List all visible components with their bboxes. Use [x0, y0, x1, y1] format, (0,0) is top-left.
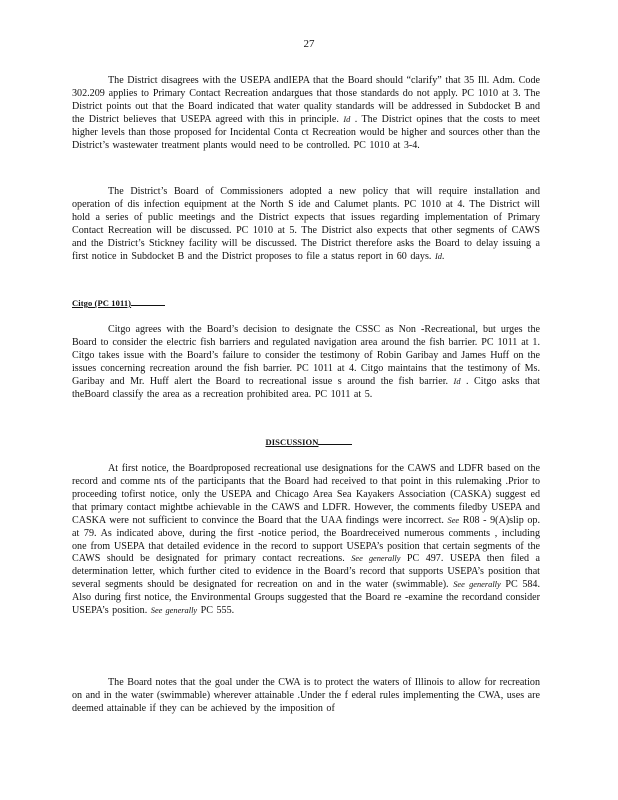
- citation-id: Id: [453, 376, 461, 386]
- heading-underline: [318, 435, 352, 445]
- heading-underline: [131, 296, 165, 306]
- paragraph-first-notice: [72, 463, 540, 618]
- citation-see-generally: See generally: [453, 580, 501, 590]
- heading-discussion: [0, 435, 618, 447]
- paragraph-text: R08 - 9(A)slip op. at 79. As indicated above, during the first -notice period, the Boardreceived numerous comments , including one from USEPA that detailed evidence in the record to support USEPA’s position that certain segments of the CAWS should be designated for primary contact recreations.: [72, 514, 540, 565]
- paragraph-text: The District disagrees with the USEPA andIEPA that the Board should “clarify” that 35 Ill. Adm. Code 302.209 applies to Primary Contact Recreation andargues that those standards do not apply. PC 1010 at 3. The District points out that the Board indicated that water quality standards will be addressed in Subdocket B and the District believes that USEPA agreed with this in principle.: [72, 75, 540, 125]
- paragraph-text: Citgo agrees with the Board’s decision to designate the CSSC as Non -Recreational, but urges the Board to consider the electric fish barriers and regulated navigation area around the fish barrier. PC 1011 at 1. Citgo takes issue with the Board’s failure to consider the testimony of Robin Garibay and James Huff on the issues concerning recreation around the fish barrier. PC 1011 at 4. Citgo maintains that the testimony of Ms. Garibay and Mr. Huff alert the Board to recreational issue s around the fish barrier.: [72, 324, 540, 387]
- paragraph-text: . The District opines that the costs to meet higher levels than those proposed for Incidental Conta ct Recreation would be higher and sources other than the District’s wastewater treatment plants would need to be controlled. PC 1010 at 3-4.: [72, 113, 540, 151]
- paragraph-text: The Board notes that the goal under the CWA is to protect the waters of Illinois to allow for recreation on and in the water (swimmable) wherever attainable .Under the f ederal rules implementing the CWA, uses are deemed attainable if they can be achieved by the imposition of: [72, 677, 540, 714]
- paragraph-board-notes: [72, 677, 540, 716]
- paragraph-text: The District’s Board of Commissioners adopted a new policy that will require installation and operation of dis infection equipment at the North S ide and Calumet plants. PC 1010 at 4. The District will hold a series of public meetings and the District expects that issues regarding implementation of Primary Contact Recreation will be discussed. PC 1010 at 5. The District also expects that other segments of CAWS and the District’s Stickney facility will be discussed. The District therefore asks the Board to delay issuing a first notice in Subdocket B and the District proposes to file a status report in 60 days.: [72, 186, 540, 262]
- paragraph-text: PC 497. USEPA then filed a determination letter, which further cited to evidence in the Board’s record that supports USEPA’s position that several segments should be designated for recreation on and in the water (swimmable).: [72, 553, 540, 591]
- heading-discussion-text: DISCUSSION: [265, 437, 319, 447]
- citation-see-generally: See generally: [150, 606, 198, 616]
- paragraph-text: .: [441, 250, 445, 262]
- paragraph-district-disagrees: [72, 75, 540, 152]
- heading-citgo: [72, 296, 165, 308]
- paragraph-board-of-commissioners: [72, 186, 540, 263]
- page-number: 27: [303, 38, 315, 50]
- paragraph-text: PC 555.: [200, 605, 235, 617]
- paragraph-text: At first notice, the Boardproposed recreational use designations for the CAWS and LDFR based on the record and comme nts of the participants that the Board had received to that point in this rulemaking .Prior to proceeding tofirst notice, only the USEPA and Chicago Area Sea Kayakers Association (CASKA) suggest ed that primary contact mightbe achievable in the CAWS and LDFR. However, the comments filedby USEPA and CASKA were not sufficient to convince the Board that the UAA findings were incorrect.: [72, 463, 540, 526]
- paragraph-citgo: [72, 324, 540, 401]
- citation-id: Id: [343, 114, 351, 124]
- citation-see: See: [447, 515, 460, 525]
- citation-see-generally: See generally: [351, 554, 401, 564]
- citation-id: Id: [434, 251, 442, 261]
- paragraph-text: . Citgo asks that theBoard classify the area as a recreation prohibited area. PC 1011 at 5.: [72, 375, 540, 400]
- paragraph-text: PC 584. Also during first notice, the Environmental Groups suggested that the Board re -examine the recordand consider USEPA’s position.: [72, 579, 540, 617]
- heading-citgo-text: Citgo (PC 1011): [72, 298, 132, 308]
